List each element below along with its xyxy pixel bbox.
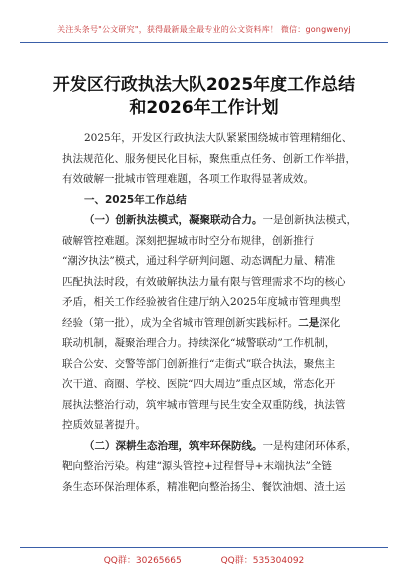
footer-qq-group-1: QQ群：30265665 [103,556,182,566]
body-line: 联合公安、交警等部门创新推行“走街式”联合执法，聚焦主 [62,357,336,370]
body-line: 控质效显著提升。 [62,419,146,431]
body-line: 靶向整治污染。构建“源头管控+过程督导+末端执法”全链 [62,460,332,472]
body-line: 矛盾，相关工作经验被省住建厅纳入2025年度城市管理典型 [62,296,341,308]
body-line: 联动机制，凝聚治理合力。持续深化“城警联动”工作机制， [62,337,336,349]
intro-line: 有效破解一批城市管理难题，各项工作取得显著成效。 [62,173,314,185]
document-title-line-2: 和2026年工作计划 [129,98,279,118]
body-line-text: 经验（第一批），成为全省城市管理创新实践标杆。 [62,316,299,329]
body-line-text: 深化 [319,316,341,329]
footer-rule [20,547,388,548]
body-line: 条生态环保治理体系，精准靶向整治扬尘、餐饮油烟、渣土运 [62,480,346,493]
emphasis-text: 二是 [298,316,320,329]
document-body [62,128,362,497]
body-line [62,313,362,334]
section-heading: 一、2025年工作总结 [84,193,187,206]
item-2-first-line [62,436,362,457]
item-1-first-line-rest: 一是创新执法模式， [262,214,357,226]
footer-qq-group-2: QQ群：535304092 [220,556,305,566]
body-line: 次干道、商圈、学校、医院“四大周边”重点区域，常态化开 [62,378,336,390]
item-2-first-line-rest: 一是构建闭环体系， [262,439,357,452]
body-line: 匹配执法时段，有效破解执法力量有限与管理需求不均的核心 [62,275,346,288]
body-line: 展执法整治行动，筑牢城市管理与民生安全双重防线，执法管 [62,398,346,411]
item-1-heading: （一）创新执法模式，凝聚联动合力。 [84,214,263,226]
footer-note [0,553,408,566]
header-note: 关注头条号"公文研究"，获得最新最全最专业的公文资料库！ 微信：gongwenyj [57,25,351,34]
intro-line: 2025年，开发区行政执法大队紧紧围绕城市管理精细化、 [84,132,353,144]
body-line: “潮汐执法”模式，通过科学研判问题、动态调配力量、精准 [62,255,336,267]
body-line: 破解管控难题。深刻把握城市时空分布规律，创新推行 [62,234,314,247]
item-1-first-line [62,210,362,231]
document-title-line-1: 开发区行政执法大队2025年度工作总结 [52,75,356,95]
header-rule [20,42,388,43]
item-2-heading: （二）深耕生态治理，筑牢环保防线。 [84,439,263,452]
intro-line: 执法规范化、服务便民化目标，聚焦重点任务、创新工作举措， [62,152,356,165]
